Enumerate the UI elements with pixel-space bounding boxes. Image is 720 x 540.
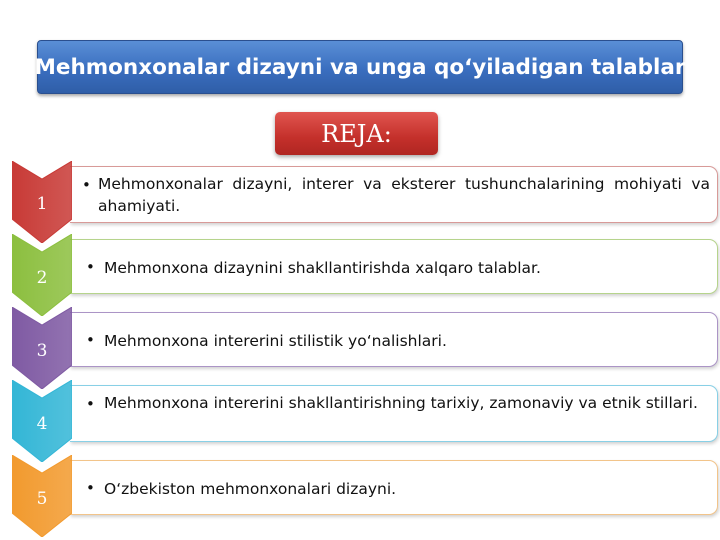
item-text: Mehmonxona intererini stilistik yo‘nalishlari.	[104, 332, 447, 350]
item-number: 5	[36, 489, 48, 509]
bullet-icon: •	[86, 395, 95, 413]
item-panel	[70, 460, 718, 515]
item-panel	[70, 312, 718, 367]
item-text: O‘zbekiston mehmonxonalari dizayni.	[104, 480, 397, 498]
item-text: Mehmonxona intererini shakllantirishning tarixiy, zamonaviy va etnik stillari.	[104, 394, 698, 412]
item-panel	[70, 239, 718, 294]
list-item	[0, 234, 720, 314]
reja-label: REJA:	[275, 112, 438, 155]
item-text: Mehmonxonalar dizayni, interer va eksterer tushunchalarining mohiyati va ahamiyati.	[98, 175, 710, 215]
item-number: 2	[36, 268, 48, 288]
bullet-icon: •	[86, 331, 95, 349]
bullet-icon: •	[82, 176, 91, 194]
item-number: 1	[36, 194, 48, 214]
slide-title: Mehmonxonalar dizayni va unga qo‘yiladigan talablar	[37, 40, 683, 94]
list-item	[0, 307, 720, 387]
item-number: 4	[36, 414, 48, 434]
list-item	[0, 161, 720, 241]
bullet-icon: •	[86, 258, 95, 276]
list-item	[0, 380, 720, 460]
item-number: 3	[36, 341, 48, 361]
item-panel	[70, 166, 718, 223]
item-text: Mehmonxona dizaynini shakllantirishda xalqaro talablar.	[104, 259, 541, 277]
bullet-icon: •	[86, 479, 95, 497]
list-item	[0, 455, 720, 535]
item-panel	[70, 385, 718, 442]
